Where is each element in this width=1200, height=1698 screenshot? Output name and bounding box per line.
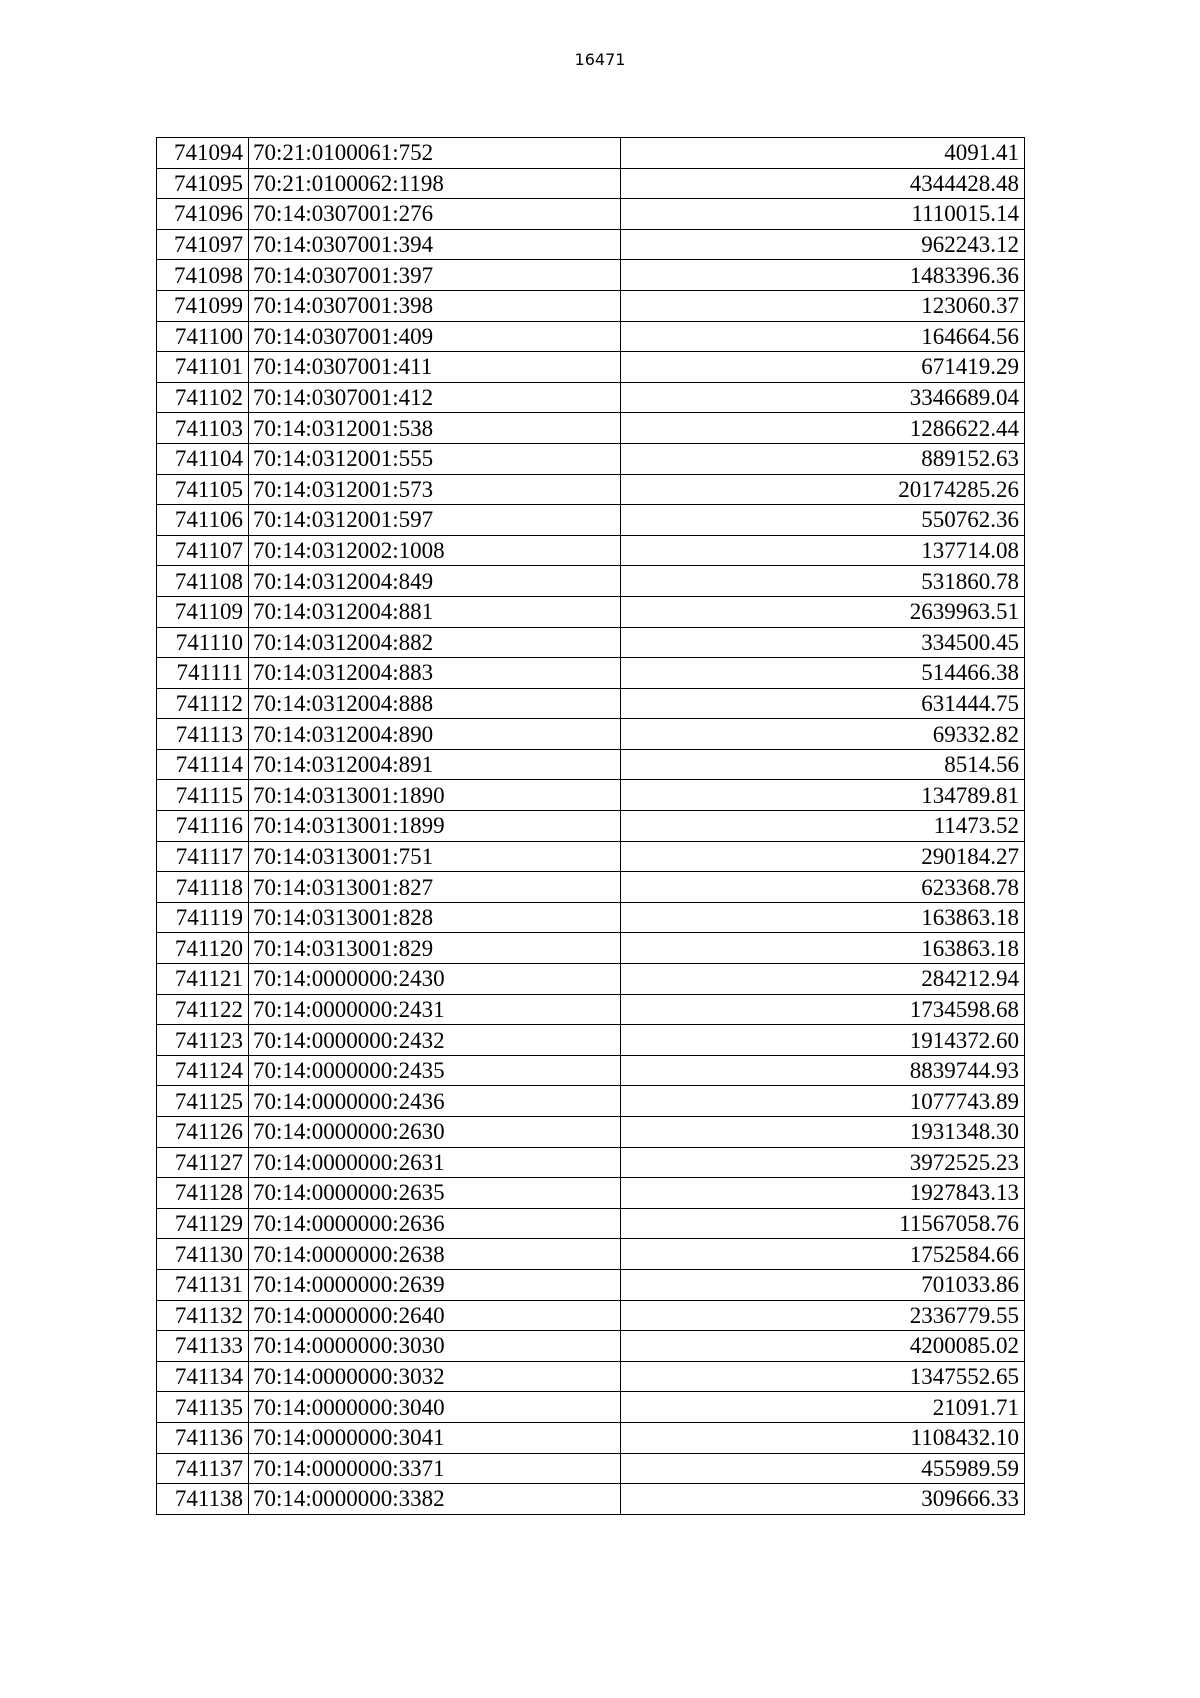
cadastral-value-cell: 20174285.26 <box>621 474 1025 505</box>
cadastral-number-cell: 70:14:0000000:2640 <box>249 1300 621 1331</box>
row-id-cell: 741121 <box>157 964 249 995</box>
row-id-cell: 741100 <box>157 321 249 352</box>
cadastral-value-cell: 3346689.04 <box>621 382 1025 413</box>
cadastral-number-cell: 70:14:0307001:276 <box>249 199 621 230</box>
table-row <box>157 1055 1025 1086</box>
table-row <box>157 1361 1025 1392</box>
row-id-cell: 741138 <box>157 1484 249 1515</box>
cadastral-number-cell: 70:14:0313001:751 <box>249 841 621 872</box>
row-id-cell: 741094 <box>157 138 249 169</box>
cadastral-value-cell: 531860.78 <box>621 566 1025 597</box>
table-row <box>157 1239 1025 1270</box>
table-row <box>157 229 1025 260</box>
cadastral-number-cell: 70:14:0313001:827 <box>249 872 621 903</box>
table-row <box>157 1147 1025 1178</box>
table-row <box>157 290 1025 321</box>
table-row <box>157 505 1025 536</box>
table-row <box>157 1453 1025 1484</box>
cadastral-value-cell: 631444.75 <box>621 688 1025 719</box>
cadastral-value-cell: 2336779.55 <box>621 1300 1025 1331</box>
cadastral-value-cell: 4200085.02 <box>621 1331 1025 1362</box>
table-row <box>157 168 1025 199</box>
row-id-cell: 741136 <box>157 1422 249 1453</box>
cadastral-number-cell: 70:14:0312004:882 <box>249 627 621 658</box>
cadastral-value-cell: 334500.45 <box>621 627 1025 658</box>
cadastral-value-cell: 1108432.10 <box>621 1422 1025 1453</box>
cadastral-value-cell: 69332.82 <box>621 719 1025 750</box>
row-id-cell: 741109 <box>157 596 249 627</box>
table-row <box>157 566 1025 597</box>
cadastral-number-cell: 70:14:0313001:829 <box>249 933 621 964</box>
row-id-cell: 741135 <box>157 1392 249 1423</box>
row-id-cell: 741111 <box>157 658 249 689</box>
cadastral-number-cell: 70:14:0000000:3032 <box>249 1361 621 1392</box>
cadastral-number-cell: 70:14:0312001:573 <box>249 474 621 505</box>
row-id-cell: 741134 <box>157 1361 249 1392</box>
row-id-cell: 741128 <box>157 1178 249 1209</box>
row-id-cell: 741104 <box>157 443 249 474</box>
table-row <box>157 1025 1025 1056</box>
cadastral-value-cell: 4344428.48 <box>621 168 1025 199</box>
table-row <box>157 352 1025 383</box>
row-id-cell: 741115 <box>157 780 249 811</box>
cadastral-number-cell: 70:14:0307001:398 <box>249 290 621 321</box>
cadastral-value-cell: 11567058.76 <box>621 1208 1025 1239</box>
table-row <box>157 627 1025 658</box>
table-row <box>157 382 1025 413</box>
row-id-cell: 741113 <box>157 719 249 750</box>
row-id-cell: 741123 <box>157 1025 249 1056</box>
table-row <box>157 1422 1025 1453</box>
cadastral-value-cell: 164664.56 <box>621 321 1025 352</box>
table-row <box>157 811 1025 842</box>
cadastral-number-cell: 70:14:0000000:2635 <box>249 1178 621 1209</box>
cadastral-value-cell: 284212.94 <box>621 964 1025 995</box>
cadastral-value-cell: 163863.18 <box>621 902 1025 933</box>
table-row <box>157 719 1025 750</box>
cadastral-value-cell: 4091.41 <box>621 138 1025 169</box>
cadastral-number-cell: 70:14:0313001:828 <box>249 902 621 933</box>
row-id-cell: 741124 <box>157 1055 249 1086</box>
cadastral-number-cell: 70:14:0312004:849 <box>249 566 621 597</box>
cadastral-value-cell: 514466.38 <box>621 658 1025 689</box>
row-id-cell: 741097 <box>157 229 249 260</box>
row-id-cell: 741117 <box>157 841 249 872</box>
table-row <box>157 138 1025 169</box>
cadastral-value-cell: 1914372.60 <box>621 1025 1025 1056</box>
cadastral-number-cell: 70:14:0312002:1008 <box>249 535 621 566</box>
row-id-cell: 741132 <box>157 1300 249 1331</box>
row-id-cell: 741108 <box>157 566 249 597</box>
cadastral-number-cell: 70:14:0000000:3041 <box>249 1422 621 1453</box>
cadastral-value-cell: 3972525.23 <box>621 1147 1025 1178</box>
row-id-cell: 741099 <box>157 290 249 321</box>
row-id-cell: 741114 <box>157 749 249 780</box>
cadastral-number-cell: 70:14:0000000:2636 <box>249 1208 621 1239</box>
table-row <box>157 1117 1025 1148</box>
cadastral-number-cell: 70:14:0000000:2630 <box>249 1117 621 1148</box>
cadastral-number-cell: 70:21:0100061:752 <box>249 138 621 169</box>
row-id-cell: 741103 <box>157 413 249 444</box>
row-id-cell: 741125 <box>157 1086 249 1117</box>
row-id-cell: 741127 <box>157 1147 249 1178</box>
table-row <box>157 596 1025 627</box>
table-row <box>157 688 1025 719</box>
cadastral-value-cell: 2639963.51 <box>621 596 1025 627</box>
cadastral-number-cell: 70:14:0307001:411 <box>249 352 621 383</box>
cadastral-value-cell: 1931348.30 <box>621 1117 1025 1148</box>
table-body <box>157 138 1025 1515</box>
row-id-cell: 741107 <box>157 535 249 566</box>
cadastral-number-cell: 70:14:0000000:2430 <box>249 964 621 995</box>
cadastral-value-cell: 1110015.14 <box>621 199 1025 230</box>
table-row <box>157 474 1025 505</box>
row-id-cell: 741101 <box>157 352 249 383</box>
row-id-cell: 741130 <box>157 1239 249 1270</box>
table-row <box>157 1484 1025 1515</box>
cadastral-value-cell: 1927843.13 <box>621 1178 1025 1209</box>
cadastral-number-cell: 70:14:0312004:891 <box>249 749 621 780</box>
cadastral-number-cell: 70:14:0000000:2432 <box>249 1025 621 1056</box>
table-row <box>157 1178 1025 1209</box>
table-row <box>157 443 1025 474</box>
row-id-cell: 741102 <box>157 382 249 413</box>
cadastral-number-cell: 70:14:0307001:397 <box>249 260 621 291</box>
cadastral-number-cell: 70:14:0312004:883 <box>249 658 621 689</box>
row-id-cell: 741119 <box>157 902 249 933</box>
cadastral-value-cell: 134789.81 <box>621 780 1025 811</box>
row-id-cell: 741098 <box>157 260 249 291</box>
row-id-cell: 741131 <box>157 1269 249 1300</box>
cadastral-value-cell: 671419.29 <box>621 352 1025 383</box>
cadastral-number-cell: 70:14:0312004:888 <box>249 688 621 719</box>
table-row <box>157 933 1025 964</box>
cadastral-value-cell: 8514.56 <box>621 749 1025 780</box>
table-row <box>157 1392 1025 1423</box>
row-id-cell: 741106 <box>157 505 249 536</box>
cadastral-value-cell: 623368.78 <box>621 872 1025 903</box>
cadastral-number-cell: 70:14:0312001:597 <box>249 505 621 536</box>
cadastral-value-cell: 1752584.66 <box>621 1239 1025 1270</box>
row-id-cell: 741096 <box>157 199 249 230</box>
table-row <box>157 902 1025 933</box>
cadastral-number-cell: 70:14:0312004:881 <box>249 596 621 627</box>
table-row <box>157 535 1025 566</box>
row-id-cell: 741095 <box>157 168 249 199</box>
table-row <box>157 1331 1025 1362</box>
cadastral-number-cell: 70:14:0000000:2638 <box>249 1239 621 1270</box>
cadastral-value-cell: 962243.12 <box>621 229 1025 260</box>
cadastral-number-cell: 70:14:0312001:538 <box>249 413 621 444</box>
cadastral-number-cell: 70:14:0307001:394 <box>249 229 621 260</box>
row-id-cell: 741116 <box>157 811 249 842</box>
cadastral-value-cell: 1286622.44 <box>621 413 1025 444</box>
row-id-cell: 741118 <box>157 872 249 903</box>
cadastral-number-cell: 70:14:0000000:2436 <box>249 1086 621 1117</box>
row-id-cell: 741129 <box>157 1208 249 1239</box>
cadastral-value-cell: 137714.08 <box>621 535 1025 566</box>
cadastral-value-cell: 889152.63 <box>621 443 1025 474</box>
cadastral-value-cell: 163863.18 <box>621 933 1025 964</box>
cadastral-number-cell: 70:14:0307001:412 <box>249 382 621 413</box>
cadastral-number-cell: 70:14:0000000:2431 <box>249 994 621 1025</box>
cadastral-number-cell: 70:14:0307001:409 <box>249 321 621 352</box>
cadastral-value-cell: 309666.33 <box>621 1484 1025 1515</box>
cadastral-number-cell: 70:14:0000000:3040 <box>249 1392 621 1423</box>
cadastral-number-cell: 70:14:0000000:3371 <box>249 1453 621 1484</box>
table-row <box>157 1086 1025 1117</box>
row-id-cell: 741133 <box>157 1331 249 1362</box>
table-row <box>157 749 1025 780</box>
table-row <box>157 260 1025 291</box>
cadastral-number-cell: 70:14:0313001:1899 <box>249 811 621 842</box>
row-id-cell: 741110 <box>157 627 249 658</box>
row-id-cell: 741112 <box>157 688 249 719</box>
cadastral-number-cell: 70:14:0000000:3030 <box>249 1331 621 1362</box>
cadastral-number-cell: 70:14:0000000:2639 <box>249 1269 621 1300</box>
table-row <box>157 199 1025 230</box>
cadastral-number-cell: 70:14:0000000:2631 <box>249 1147 621 1178</box>
cadastral-number-cell: 70:21:0100062:1198 <box>249 168 621 199</box>
cadastral-number-cell: 70:14:0000000:2435 <box>249 1055 621 1086</box>
cadastral-value-cell: 8839744.93 <box>621 1055 1025 1086</box>
table-row <box>157 872 1025 903</box>
table-row <box>157 413 1025 444</box>
cadastral-number-cell: 70:14:0312004:890 <box>249 719 621 750</box>
page-number: 16471 <box>574 50 626 69</box>
row-id-cell: 741120 <box>157 933 249 964</box>
cadastral-value-cell: 1347552.65 <box>621 1361 1025 1392</box>
table-row <box>157 780 1025 811</box>
table-row <box>157 964 1025 995</box>
table-row <box>157 1300 1025 1331</box>
cadastral-value-cell: 123060.37 <box>621 290 1025 321</box>
table-row <box>157 321 1025 352</box>
cadastral-value-cell: 550762.36 <box>621 505 1025 536</box>
cadastral-value-cell: 455989.59 <box>621 1453 1025 1484</box>
row-id-cell: 741105 <box>157 474 249 505</box>
cadastral-number-cell: 70:14:0312001:555 <box>249 443 621 474</box>
cadastral-value-cell: 1077743.89 <box>621 1086 1025 1117</box>
cadastral-value-cell: 1483396.36 <box>621 260 1025 291</box>
cadastral-number-cell: 70:14:0000000:3382 <box>249 1484 621 1515</box>
row-id-cell: 741137 <box>157 1453 249 1484</box>
table-row <box>157 841 1025 872</box>
cadastral-value-cell: 11473.52 <box>621 811 1025 842</box>
cadastral-value-cell: 1734598.68 <box>621 994 1025 1025</box>
table-row <box>157 658 1025 689</box>
cadastral-number-cell: 70:14:0313001:1890 <box>249 780 621 811</box>
table-row <box>157 1208 1025 1239</box>
cadastral-value-cell: 21091.71 <box>621 1392 1025 1423</box>
cadastral-value-table <box>156 137 1025 1515</box>
table-row <box>157 1269 1025 1300</box>
cadastral-value-cell: 290184.27 <box>621 841 1025 872</box>
row-id-cell: 741126 <box>157 1117 249 1148</box>
table-row <box>157 994 1025 1025</box>
cadastral-value-cell: 701033.86 <box>621 1269 1025 1300</box>
row-id-cell: 741122 <box>157 994 249 1025</box>
